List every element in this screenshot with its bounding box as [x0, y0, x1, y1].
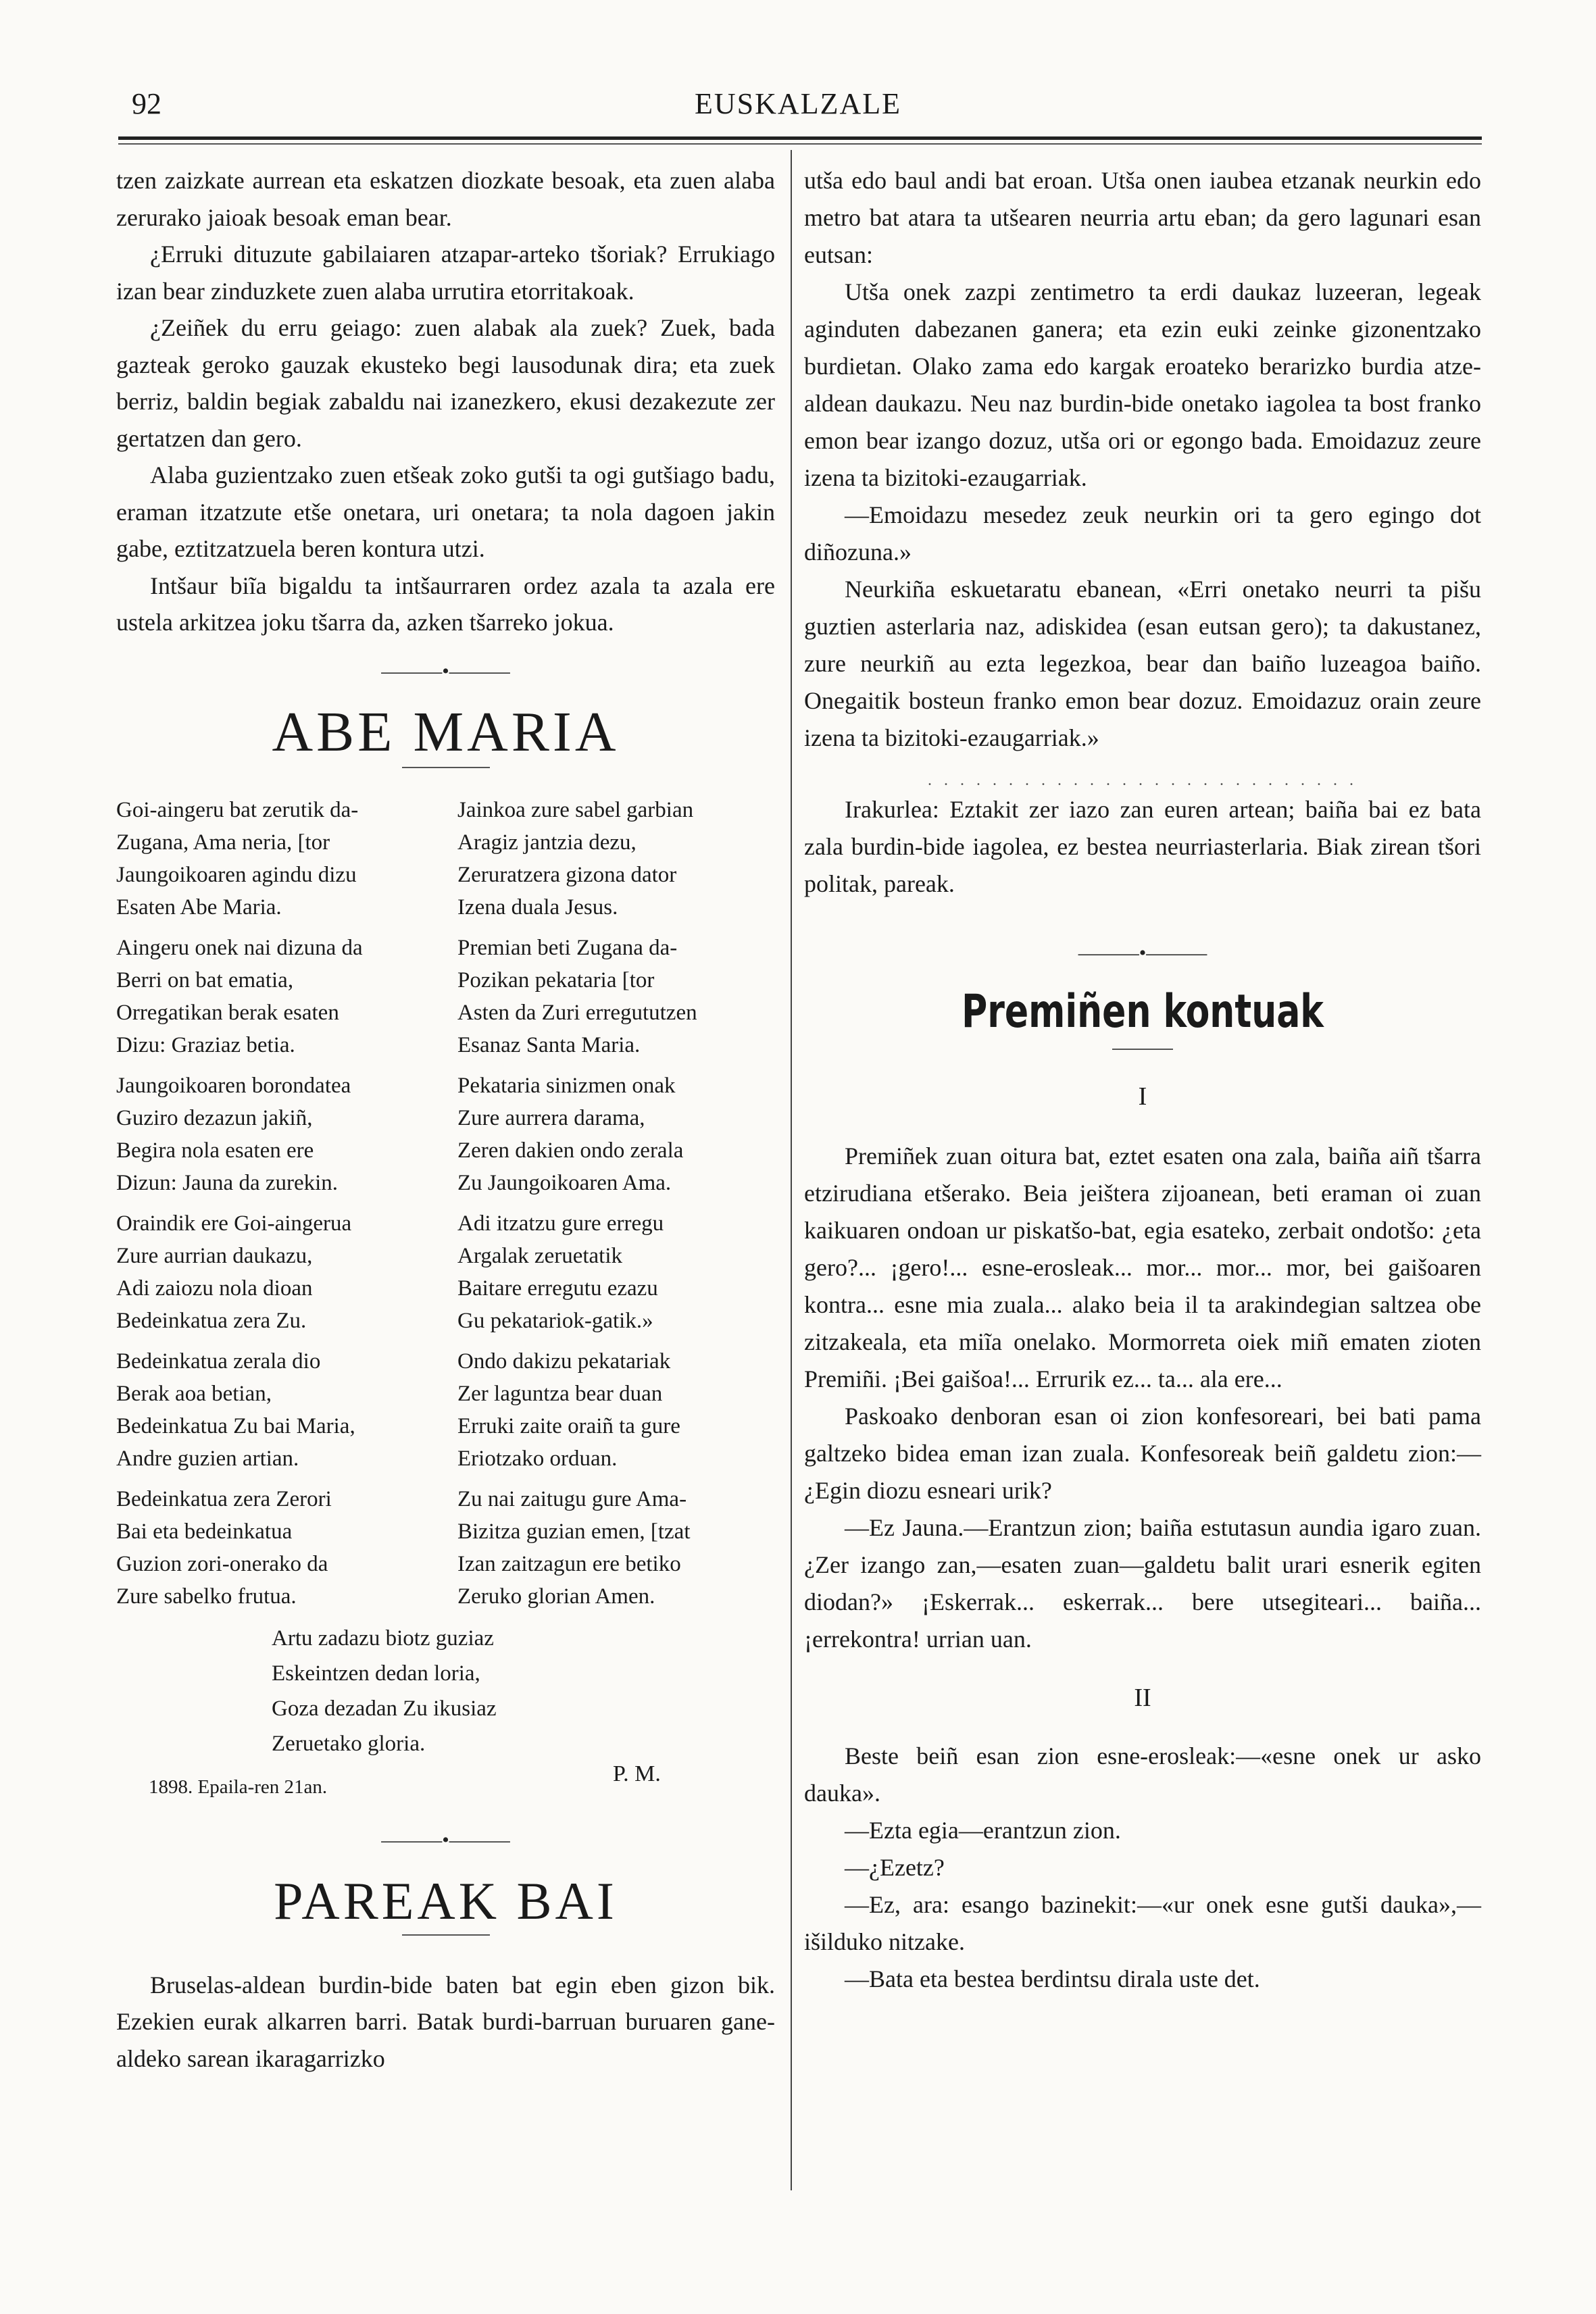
poem-line: Aingeru onek nai dizuna da — [116, 935, 363, 960]
intro-paragraph: ¿Erruki dituzute gabilaiaren atzapar-arteko tšoriak? Errukiago izan bear zinduzkete zuen alaba urrutira etorritakoak. — [116, 241, 775, 305]
pareak-paragraph: utša edo baul andi bat eroan. Utša onen iaubea etzanak neurkin edo metro bat atara ta utšearen neurria artu eban; da gero lagunari esan eutsan: — [804, 167, 1481, 268]
poem-line: Goza dezadan Zu ikusiaz — [272, 1696, 497, 1721]
pareak-paragraph: Bruselas-aldean burdin-bide baten bat egin eben gizon bik. Ezekien eurak alkarren barri. Batak burdi-barruan buruaren gane-aldeko sarean ikaragarrizko — [116, 1971, 775, 2072]
poem-line: Bedeinkatua zera Zu. — [116, 1308, 307, 1333]
intro-paragraph: Intšaur biĩa bigaldu ta intšaurraren ordez azala ta azala ere ustela arkitzea joku tšarra da, azken tšarreko jokua. — [116, 572, 775, 636]
poem-line: Guzion zori-onerako da — [116, 1551, 328, 1576]
poem-left-column — [116, 794, 434, 1621]
poem-stanza — [116, 1070, 434, 1199]
dotted-separator: . . . . . . . . . . . . . . . . . . . . . . . . . . . — [928, 772, 1357, 789]
premi-paragraph: Premiñek zuan oitura bat, eztet esaten ona zala, baiña aiñ tšarra etzirudiana etšerako. Beia jeištera zijoanean, beti eraman oi zuan kaikuaren ondoan ur piskatšo-bat, egia esateko, zerbait ondotšo: ¿eta gero?... ¡gero!... esne-erosleak... mor... mor... mor, bei gaišoaren kontra... esne mia zuala... alako beia il ta arakindegian saltzea obe zitzakeala, eta miĩa onelako. Mormorreta oiek miñ ematen zioten Premiñi. ¡Bei gaišoa!... Errurik ez... ta... ala ere... — [804, 1142, 1481, 1392]
poem-line: Dizun: Jauna da zurekin. — [116, 1170, 339, 1195]
poem-line: Erruki zaite oraiñ ta gure — [457, 1413, 680, 1438]
poem-line: Asten da Zuri erregututzen — [457, 1000, 697, 1025]
poem-line: Andre guzien artian. — [116, 1446, 299, 1471]
section-number-1: I — [1138, 1082, 1147, 1111]
premi-paragraph: —¿Ezetz? — [845, 1854, 945, 1881]
poem-line: Zeren dakien ondo zerala — [457, 1138, 684, 1163]
poem-line: Ondo dakizu pekatariak — [457, 1349, 671, 1374]
header-rule-thin — [118, 143, 1482, 145]
premi-paragraph: —Ezta egia—erantzun zion. — [845, 1817, 1121, 1844]
poem-line: Bizitza guzian emen, [tzat — [457, 1519, 691, 1544]
poem-stanza — [457, 1070, 775, 1199]
poem-right-column — [457, 794, 775, 1621]
poem-line: Esaten Abe Maria. — [116, 895, 282, 920]
poem-line: Dizu: Graziaz betia. — [116, 1032, 295, 1057]
poem-line: Jainkoa zure sabel garbian — [457, 797, 694, 822]
poem-line: Zure sabelko frutua. — [116, 1584, 297, 1609]
premi-paragraph: Paskoako denboran esan oi zion konfesoreari, bei bati pama galtzeko bidea eman izan zuala. Konfesoreak beiñ galdetu zion:—¿Egin diozu esneari urik? — [804, 1403, 1481, 1504]
title-underline — [402, 1934, 490, 1936]
poem-line: Aragiz jantzia dezu, — [457, 830, 637, 855]
poem-line: Oraindik ere Goi-aingerua — [116, 1211, 352, 1236]
poem-line: Pozikan pekataria [tor — [457, 967, 655, 992]
poem-line: Jaungoikoaren agindu dizu — [116, 862, 357, 887]
section-number-2: II — [1134, 1684, 1151, 1712]
poem-line: Begira nola esaten ere — [116, 1138, 314, 1163]
poem-signature: P. M. — [613, 1761, 661, 1786]
poem-line: Bedeinkatua zera Zerori — [116, 1486, 332, 1511]
poem-line: Zu nai zaitugu gure Ama- — [457, 1486, 687, 1511]
pareak-paragraph: Neurkiña eskuetaratu ebanean, «Erri onetako neurri ta pišu guztien asterlaria naz, adiskidea (esan eutsan gero); ta dakustanez, zure neurkiñ au ezta legezkoa, bear dan baiño luzeagoa baiño. Onegaitik bosteun franko emon bear dozuz. Emoidazuz orain zeure izena ta bizitoki-ezaugarriak.» — [804, 576, 1481, 751]
poem-line: Zer laguntza bear duan — [457, 1381, 663, 1406]
poem-stanza — [457, 1207, 775, 1337]
poem-stanza — [457, 932, 775, 1061]
poem-line: Zeruratzera gizona dator — [457, 862, 677, 887]
poem-stanza — [116, 932, 434, 1061]
poem-line: Zeruetako gloria. — [272, 1731, 426, 1756]
pareak-bai-title: PAREAK BAI — [274, 1871, 618, 1930]
irakurlea-paragraph: Irakurlea: Eztakit zer iazo zan euren artean; baiña bai ez bata zala burdin-bide iagolea, ez bestea neurriasterlaria. Biak zirean tšori politak, pareak. — [804, 796, 1481, 897]
premi-paragraph: —Ez, ara: esango bazinekit:—«ur onek esne gutši dauka»,—išilduko nitzake. — [804, 1891, 1481, 1955]
poem-stanza — [116, 1207, 434, 1337]
poem-line: Zure aurrian daukazu, — [116, 1243, 313, 1268]
running-title: EUSKALZALE — [695, 87, 901, 120]
poem-line: Izena duala Jesus. — [457, 895, 618, 920]
poem-line: Jaungoikoaren borondatea — [116, 1073, 351, 1098]
intro-paragraph: ¿Zeiñek du erru geiago: zuen alabak ala zuek? Zuek, bada gazteak geroko gauzak ekusteko begi lausodunak dira; eta zuek berriz, baldin begiak zabaldu nai izanezkero, ekusi dezakezute zer gertatzen dan gero. — [116, 314, 775, 452]
left-column — [116, 162, 775, 2077]
poem-final-stanza — [272, 1621, 775, 1761]
poem-line: Izan zaitzagun ere betiko — [457, 1551, 681, 1576]
poem-stanza — [457, 794, 775, 924]
pareak-paragraph: —Emoidazu mesedez zeuk neurkin ori ta gero egingo dot diñozuna.» — [804, 501, 1481, 565]
poem-line: Berri on bat ematia, — [116, 967, 294, 992]
header-rule — [118, 136, 1482, 140]
poem-line: Zure aurrera darama, — [457, 1105, 645, 1130]
poem-line: Zu Jaungoikoaren Ama. — [457, 1170, 672, 1195]
poem-line: Esanaz Santa Maria. — [457, 1032, 641, 1057]
poem-line: Berak aoa betian, — [116, 1381, 272, 1406]
poem-line: Adi itzatzu gure erregu — [457, 1211, 664, 1236]
title-underline — [1112, 1049, 1173, 1050]
poem-line: Artu zadazu biotz guziaz — [272, 1626, 494, 1651]
premi-paragraph: —Bata eta bestea berdintsu dirala uste det. — [845, 1965, 1260, 1992]
premi-paragraph: Beste beiñ esan zion esne-erosleak:—«esne onek ur asko dauka». — [804, 1742, 1481, 1807]
poem-stanza — [116, 794, 434, 924]
poem-footer — [116, 1761, 775, 1802]
poem-line: Zugana, Ama neria, [tor — [116, 830, 330, 855]
poem-stanza — [116, 1345, 434, 1475]
poem-stanza — [116, 1483, 434, 1613]
poem-line: Bedeinkatua zerala dio — [116, 1349, 321, 1374]
poem-line: Adi zaiozu nola dioan — [116, 1276, 313, 1301]
page-number: 92 — [132, 87, 161, 120]
ornament-divider: ———•——— — [1078, 942, 1207, 964]
title-underline — [402, 767, 490, 768]
poem-stanza — [457, 1345, 775, 1475]
poem-line: Bedeinkatua Zu bai Maria, — [116, 1413, 355, 1438]
poem-stanza — [457, 1483, 775, 1613]
pareak-paragraph: Utša onek zazpi zentimetro ta erdi daukaz luzeeran, legeak aginduten dabezanen ganera; eta ezin euki zeinke gizonentzako burdietan. Olako zama edo kargak eroateko berarizko burdia atze-aldean daukazu. Neu naz burdin-bide onetako iagolea ta bost franko emon bear izango dozuz, utša ori or egongo bada. Emoidazuz zeure izena ta bizitoki-ezaugarriak. — [804, 278, 1481, 491]
premi-paragraph: —Ez Jauna.—Erantzun zion; baiña estutasun aundia igaro zuan. ¿Zer izango zan,—esaten zuan—galdetu balit urari esnerik egiten diodan?» ¡Eskerrak... eskerrak... bere utsegiteari... baiña... ¡errekontra! urrian uan. — [804, 1514, 1481, 1653]
poem-line: Bai eta bedeinkatua — [116, 1519, 293, 1544]
poem-line: Guziro dezazun jakiñ, — [116, 1105, 313, 1130]
ornament-divider: ———•——— — [381, 1828, 510, 1851]
poem-line: Eriotzako orduan. — [457, 1446, 618, 1471]
poem-line: Argalak zeruetatik — [457, 1243, 623, 1268]
column-divider — [791, 150, 792, 2190]
poem — [116, 794, 775, 1621]
intro-paragraph: tzen zaizkate aurrean eta eskatzen diozkate besoak, eta zuen alaba zerurako jaioak besoak eman bear. — [116, 167, 775, 231]
poem-line: Baitare erregutu ezazu — [457, 1276, 658, 1301]
intro-paragraph: Alaba guzientzako zuen etšeak zoko gutši ta ogi gutšiago badu, eraman itzatzute etše onetara, uri onetara; ta nola dagoen jakin gabe, eztitzatzuela beren kontura utzi. — [116, 461, 775, 562]
poem-line: Gu pekatariok-gatik.» — [457, 1308, 653, 1333]
poem-line: Zeruko glorian Amen. — [457, 1584, 655, 1609]
poem-line: Orregatikan berak esaten — [116, 1000, 339, 1025]
poem-date: 1898. Epaila-ren 21an. — [149, 1776, 328, 1798]
poem-line: Pekataria sinizmen onak — [457, 1073, 676, 1098]
abe-maria-title: ABE MARIA — [272, 700, 620, 763]
poem-line: Eskeintzen dedan loria, — [272, 1661, 480, 1686]
poem-line: Premian beti Zugana da- — [457, 935, 678, 960]
premiñen-kontuak-title: Premiñen kontuak — [962, 985, 1324, 1038]
poem-line: Goi-aingeru bat zerutik da- — [116, 797, 359, 822]
ornament-divider: ———•——— — [381, 659, 510, 682]
right-column — [804, 162, 1481, 1998]
